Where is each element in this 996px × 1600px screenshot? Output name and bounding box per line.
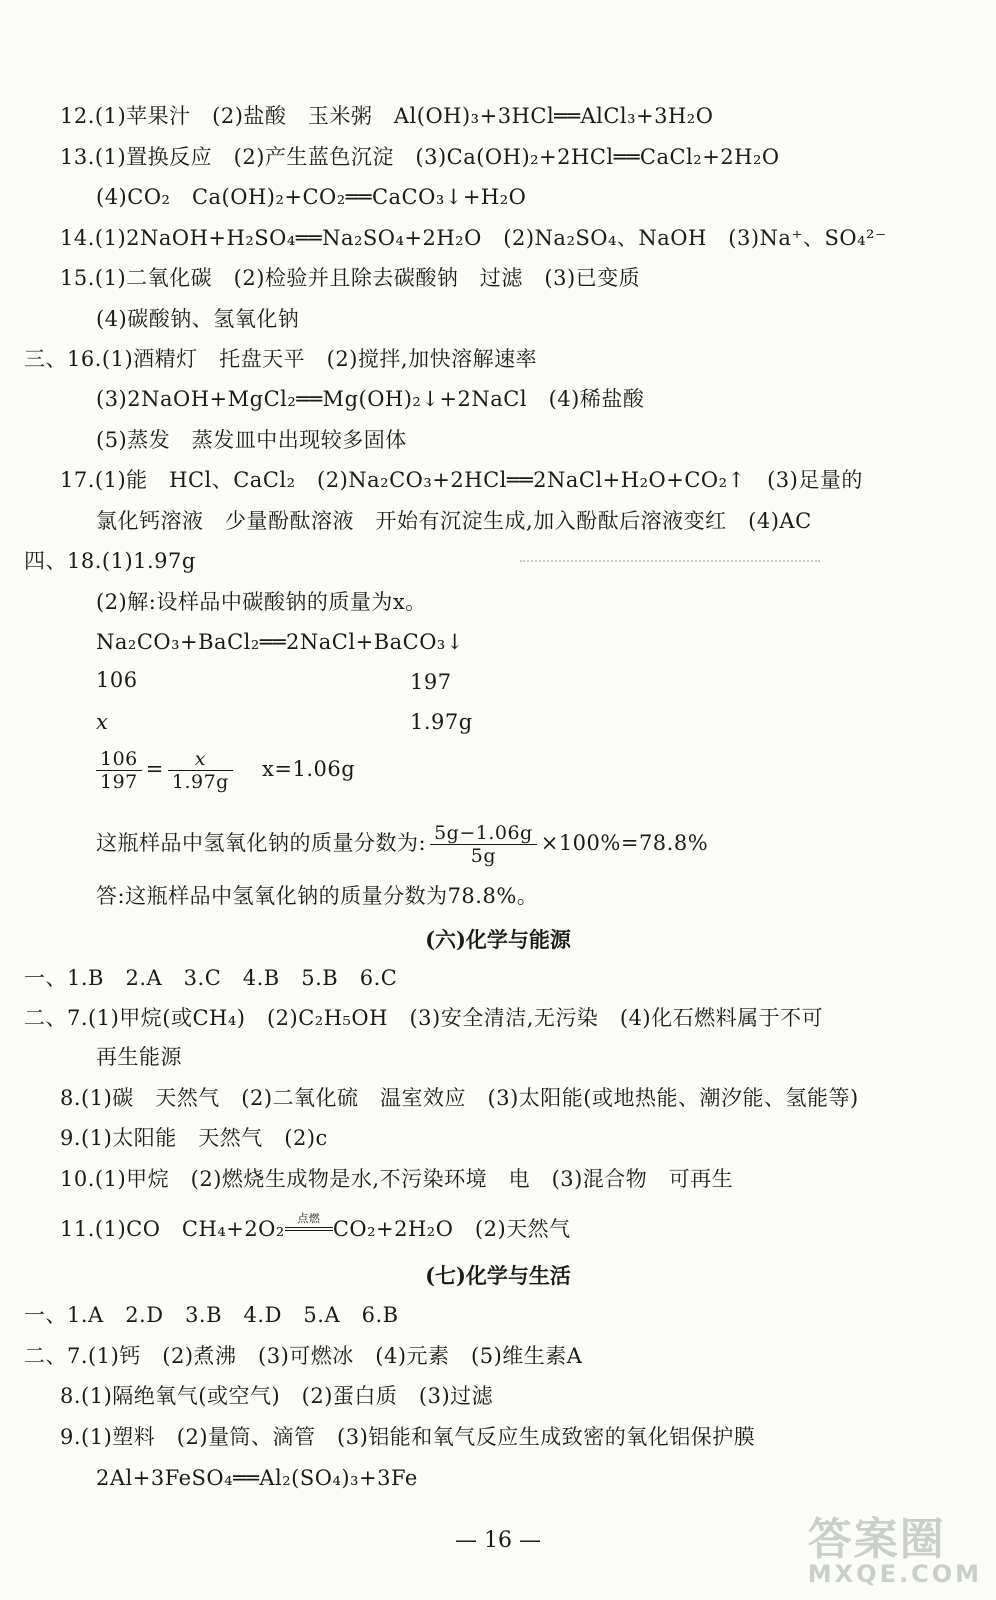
section-title-life: (七)化学与生活	[425, 1263, 571, 1288]
reaction-condition	[285, 1212, 333, 1236]
life-q7: 二、7.(1)钙 (2)煮沸 (3)可燃冰 (4)元素 (5)维生素A	[24, 1344, 583, 1368]
calc-result: ×100%=78.8%	[540, 831, 709, 855]
proportion-equation	[92, 748, 355, 793]
answer-line-q18: 四、18.(1)1.97g	[24, 549, 196, 573]
fraction-calc	[430, 822, 537, 867]
unknown-x: x	[96, 710, 109, 734]
energy-q8: 8.(1)碳 天然气 (2)二氧化硫 温室效应 (3)太阳能(或地热能、潮汐能、氢能等)	[60, 1086, 859, 1110]
life-q9-equation: 2Al+3FeSO₄══Al₂(SO₄)₃+3Fe	[96, 1466, 418, 1490]
calc-label: 这瓶样品中氢氧化钠的质量分数为:	[96, 831, 427, 855]
fraction-numerator: 106	[96, 748, 142, 771]
watermark-domain: MXQE.COM	[807, 1560, 982, 1588]
fraction-mass	[168, 748, 233, 793]
energy-q7: 二、7.(1)甲烷(或CH₄) (2)C₂H₅OH (3)安全清洁,无污染 (4)化石燃料属于不可	[24, 1006, 824, 1030]
watermark-text: 答案圈	[807, 1514, 946, 1565]
fraction-denominator: 197	[100, 771, 138, 793]
energy-q10: 10.(1)甲烷 (2)燃烧生成物是水,不污染环境 电 (3)混合物 可再生	[60, 1167, 734, 1191]
q11-products: CO₂+2H₂O (2)天然气	[332, 1217, 571, 1241]
answer-line-q16-3: (3)2NaOH+MgCl₂══Mg(OH)₂↓+2NaCl (4)稀盐酸	[96, 387, 645, 411]
answer-line-q16: 三、16.(1)酒精灯 托盘天平 (2)搅拌,加快溶解速率	[24, 347, 538, 371]
q11-reactants: 11.(1)CO CH₄+2O₂	[60, 1217, 285, 1241]
life-q8: 8.(1)隔绝氧气(或空气) (2)蛋白质 (3)过滤	[60, 1384, 494, 1408]
fraction-numerator: x	[168, 748, 233, 771]
answer-line-q13: 13.(1)置换反应 (2)产生蓝色沉淀 (3)Ca(OH)₂+2HCl══CaCl₂+2H₂O	[60, 145, 780, 169]
fraction-denominator: 1.97g	[171, 771, 229, 793]
solution-setup: (2)解:设样品中碳酸钠的质量为x。	[96, 590, 427, 614]
life-q9: 9.(1)塑料 (2)量筒、滴管 (3)铝能和氧气反应生成致密的氧化铝保护膜	[60, 1425, 756, 1449]
answer-line-q15: 15.(1)二氧化碳 (2)检验并且除去碳酸钠 过滤 (3)已变质	[60, 266, 641, 290]
solution-equation: Na₂CO₃+BaCl₂══2NaCl+BaCO₃↓	[96, 630, 464, 654]
answer-line-q17: 17.(1)能 HCl、CaCl₂ (2)Na₂CO₃+2HCl══2NaCl+H₂O+CO₂↑ (3)足量的	[60, 468, 863, 492]
x-result: x=1.06g	[262, 757, 356, 781]
watermark-logo	[807, 1514, 982, 1588]
answer-line-q15-4: (4)碳酸钠、氢氧化钠	[96, 307, 300, 331]
final-answer: 答:这瓶样品中氢氧化钠的质量分数为78.8%。	[96, 884, 539, 908]
mass-fraction-calc	[96, 822, 708, 867]
molar-mass-na2co3: 106	[96, 668, 138, 692]
answer-line-q13-4: (4)CO₂ Ca(OH)₂+CO₂══CaCO₃↓+H₂O	[96, 185, 527, 209]
energy-q7-cont: 再生能源	[96, 1045, 182, 1069]
fraction-denominator: 5g	[470, 845, 497, 867]
energy-q11	[60, 1212, 571, 1241]
energy-q9: 9.(1)太阳能 天然气 (2)c	[60, 1126, 328, 1150]
answer-line-q16-5: (5)蒸发 蒸发皿中出现较多固体	[96, 428, 407, 452]
fraction-numerator: 5g−1.06g	[430, 822, 537, 845]
fraction-molar	[96, 748, 142, 793]
reaction-arrow	[285, 1227, 333, 1231]
answer-line-q12: 12.(1)苹果汁 (2)盐酸 玉米粥 Al(OH)₃+3HCl══AlCl₃+3H₂O	[60, 104, 714, 128]
energy-mc-answers: 一、1.B 2.A 3.C 4.B 5.B 6.C	[24, 966, 398, 990]
section-title-energy: (六)化学与能源	[425, 927, 571, 952]
dotted-divider	[520, 560, 820, 562]
life-mc-answers: 一、1.A 2.D 3.B 4.D 5.A 6.B	[24, 1303, 399, 1327]
answer-line-q14: 14.(1)2NaOH+H₂SO₄══Na₂SO₄+2H₂O (2)Na₂SO₄、NaOH (3)Na⁺、SO₄²⁻	[60, 226, 887, 250]
molar-mass-baco3: 197	[410, 670, 452, 694]
equals-sign: =	[145, 757, 164, 781]
answer-line-q17-cont: 氯化钙溶液 少量酚酞溶液 开始有沉淀生成,加入酚酞后溶液变红 (4)AC	[96, 509, 812, 533]
page-number: — 16 —	[455, 1528, 541, 1553]
condition-label: 点燃	[297, 1212, 321, 1225]
mass-baco3: 1.97g	[410, 710, 473, 734]
